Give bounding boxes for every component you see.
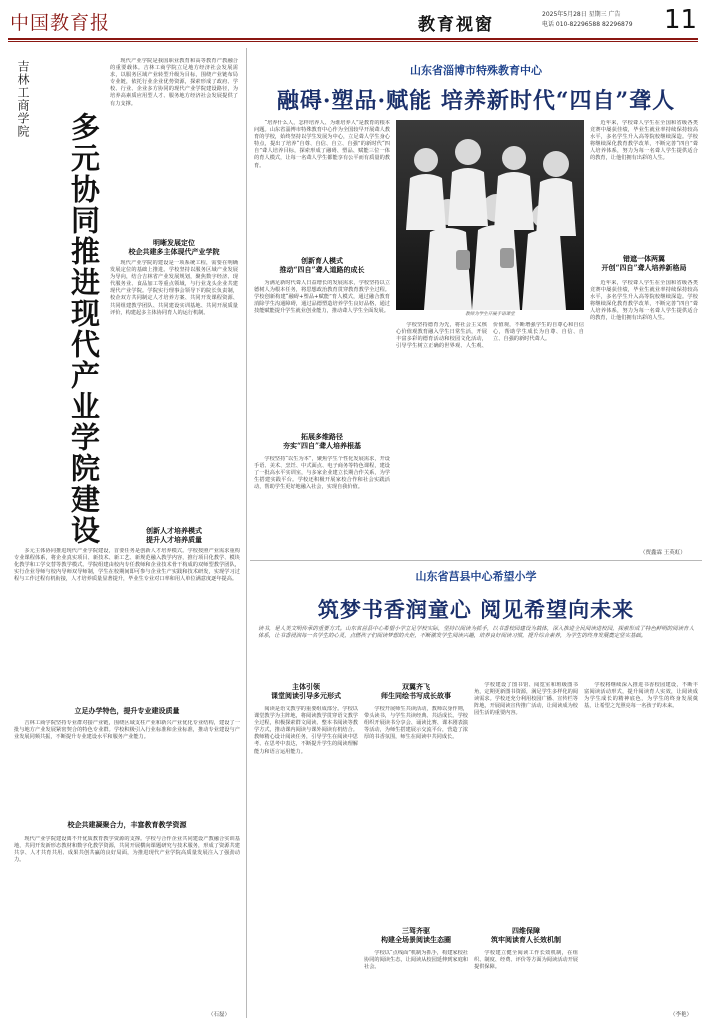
students-photo bbox=[396, 120, 584, 310]
column-divider bbox=[246, 48, 247, 1018]
bottom-col3: 学校建设了图书馆、阅览室和班级图书角，定期更新图书资源，满足学生多样化的阅读需求。学校还充分利用校园广播、宣传栏等阵地，开展阅读宣传推广活动，让阅读成为校园生活的重要内容。 bbox=[474, 682, 578, 717]
left-section-3: 吉林工商学院坚持专业群对接产业链，围绕区域支柱产业和新兴产业优化专业结构，建设了一批与地方产业发展紧密契合的特色专业群。学校积极引入行业标准和企业标准，推动专业建设与产业发展同频共振，不断提升专业建设水平和服务产业能力。 bbox=[14, 720, 240, 741]
section-title: 教育视窗 bbox=[418, 15, 494, 35]
top-col4: 近年来，学校聋人学生在全国和省级各类竞赛中屡获佳绩，毕业生就业率持续保持较高水平，多名学生升入高等院校继续深造。学校将继续深化教育教学改革，不断完善“四自”聋人培养体系，努力为每一名聋人学生提供适合的教育，让他们拥有出彩的人生。 bbox=[590, 120, 698, 162]
top-byline: （贾鑫霖 王英虹） bbox=[640, 550, 686, 556]
left-intro: 现代产业学院是我国职业教育和高等教育产教融合的重要载体。吉林工商学院立足地方经济社会发展需求，以服务区域产业转型升级为目标，围绕产业链布局专业链，依托行业企业优势资源，探索形成了政府、学校、行业、企业多方协同的现代产业学院建设路径，为培养高素质应用型人才、服务地方经济社会发展提供了有力支撑。 bbox=[110, 58, 238, 107]
bottom-col3b: 学校建立健全阅读工作长效机制，在组织、制度、经费、评价等方面为阅读活动开展提供保障。 bbox=[474, 950, 578, 971]
top-col3: 学校坚持德育为先，将社会主义核心价值观教育融入学生日常生活，开展丰富多彩的德育活动和校园文化活动，引导学生树立正确的世界观、人生观、价值观，不断增强学生的自尊心和自信心，帮助学生成长为自尊、自信、自立、自强的新时代聋人。 bbox=[396, 322, 584, 350]
bottom-col2b: 学校以“点线面”机制为抓手，构建家校社协同的阅读生态，让阅读从校园延伸到家庭和社会。 bbox=[364, 950, 468, 971]
left-subhead-1: 明晰发展定位 校企共建多主体现代产业学院 bbox=[128, 238, 220, 256]
top-subhead-1: 创新育人模式 推动“四自”聋人道路的成长 bbox=[279, 256, 365, 274]
bottom-byline: （李艳） bbox=[670, 1012, 693, 1018]
top-col2: 为满足新时代聋人日益增长的发展需求，学校坚持以立德树人为根本任务，将思想政治教育贯穿教育教学全过程。学校创新构建“融碍+塑品+赋能”育人模式，通过融合教育消除学生沟通障碍，通过品德塑造培养学生良好品格，通过技能赋能提升学生就业创业能力，推动聋人学生全面发展。 bbox=[254, 280, 390, 315]
bottom-kicker: 山东省莒县中心希望小学 bbox=[415, 570, 537, 583]
students-photo-graphic bbox=[396, 120, 584, 310]
left-subhead-3: 立足办学特色，提升专业建设质量 bbox=[74, 706, 180, 715]
top-kicker: 山东省淄博市特殊教育中心 bbox=[410, 64, 542, 77]
masthead-rule bbox=[8, 38, 698, 40]
masthead bbox=[0, 0, 707, 40]
page-number: 11 bbox=[664, 5, 698, 35]
newspaper-logo: 中国教育报 bbox=[10, 12, 111, 34]
top-headline: 融碍·塑品·赋能 培养新时代“四自”聋人 bbox=[276, 88, 676, 114]
bottom-col2: 学校开展师生共读活动，教师以身作则，带头读书，与学生共读经典、共话成长。学校组织开展读书分享会、诵读比赛、课本剧表演等活动，为师生搭建展示交流平台，营造了浓厚的书香氛围，师生在阅读中共同成长。 bbox=[364, 706, 468, 741]
bottom-subhead-4: 四维保障 筑牢阅读育人长效机制 bbox=[491, 926, 561, 944]
top-subhead-2: 拓展多维路径 夯实“四自”聋人培养根基 bbox=[282, 432, 362, 450]
left-subhead-4: 校企共建凝聚合力，丰富教育教学资源 bbox=[67, 820, 187, 829]
left-headline: 多元协同推进现代产业学院建设 bbox=[67, 112, 101, 546]
masthead-rule-thin bbox=[8, 41, 698, 42]
bottom-lead: 读书，是人类文明传承的重要方式。山东省莒县中心希望小学立足学校实际，坚持以阅读为抓手，以书香校园建设为载体，深入推进全民阅读进校园，探索形成了特色鲜明的阅读育人体系，让书香浸润每一名学生的心灵，点燃孩子们阅读梦想的火炬，不断激发学生阅读兴趣，培养良好阅读习惯，提升综合素养，为学生的终身发展奠定坚实基础。 bbox=[258, 626, 694, 640]
top-col5: 近年来，学校聋人学生在全国和省级各类竞赛中屡获佳绩，毕业生就业率持续保持较高水平，多名学生升入高等院校继续深造。学校将继续深化教育教学改革，不断完善“四自”聋人培养体系，努力为每一名聋人学生提供适合的教育，让他们拥有出彩的人生。 bbox=[590, 280, 698, 322]
left-subhead-2: 创新人才培养模式 提升人才培养质量 bbox=[146, 526, 202, 544]
bottom-subhead-3: 三驾齐驱 构建全场景阅读生态圈 bbox=[381, 926, 451, 944]
bottom-subhead-1: 主体引领 课堂阅读引导多元形式 bbox=[271, 682, 341, 700]
left-section-4: 现代产业学院建设离不开优质教育教学资源的支撑。学校与合作企业共同建设产教融合实训基地，共同开发新形态教材和数字化教学资源，共同开展横向课题研究与技术服务，形成了资源共建共享、人才共育共用、成果共创共赢的良好局面，为推进现代产业学院高质量发展注入了强劲动力。 bbox=[14, 836, 240, 864]
bottom-col1: 阅读是语文教学的重要组成部分。学校以课堂教学为主阵地，将阅读教学贯穿语文教学全过程，积极探索群文阅读、整本书阅读等教学方式，推动课内阅读与课外阅读有机结合。教师精心设计阅读任务，引导学生在阅读中思考、在思考中表达，不断提升学生的阅读理解能力和语言运用能力。 bbox=[254, 706, 358, 755]
issue-date: 2025年5月28日 星期三 广告 bbox=[542, 11, 621, 18]
article-divider bbox=[250, 560, 702, 561]
bottom-headline: 筑梦书香润童心 阅见希望向未来 bbox=[317, 597, 635, 622]
left-section-2: 多元主体协同推进现代产业学院建设，首要任务是创新人才培养模式。学校按照产业需求重构专业课程体系，将企业真实项目、新技术、新工艺、新规范融入教学内容，推行项目化教学、模块化教学和工学交替等教学模式。学院组建由校内专任教师和企业技术骨干构成的双师型教学团队，实行企业导师与校内导师双导师制，学生在校期间即可参与企业生产实践和技术研发，实现学习过程与工作过程有机衔接，人才培养质量显著提升，毕业生专业对口率和用人单位满意度逐年提高。 bbox=[14, 548, 240, 583]
left-section-1: 现代产业学院的建设是一项系统工程，需要在明确发展定位的基础上推进。学校坚持以服务区域产业发展为导向，结合吉林省产业发展规划，聚焦数字经济、现代服务业、食品加工等重点领域，与行业龙头企业共建现代产业学院。学院实行理事会领导下的院长负责制，校企双方共同制定人才培养方案、共同开发课程资源、共同组建教学团队、共同建设实训基地、共同开展质量评价，构建起多主体协同育人的运行机制。 bbox=[110, 260, 238, 316]
top-subhead-3: 错遮一体两翼 开创“四自”聋人培养新格局 bbox=[601, 254, 687, 272]
photo-caption: 教师为学生开展手语课堂 bbox=[465, 312, 515, 317]
bottom-subhead-2: 双翼齐飞 师生同绘书写成长故事 bbox=[381, 682, 451, 700]
contact-line: 电话 010-82296588 82296879 bbox=[542, 21, 633, 28]
bottom-col4: 学校将继续深入推进书香校园建设，不断丰富阅读活动形式，提升阅读育人实效，让阅读成为学生成长的精神底色，为学生的终身发展奠基，让希望之光照亮每一名孩子的未来。 bbox=[584, 682, 698, 710]
top-col2b: 学校坚持“以生为本”，聚焦学生个性化发展需求，开设手语、美术、烹饪、中式面点、电子商务等特色课程，建设了一批高水平实训室，与多家企业建立长期合作关系，为学生搭建实践平台。学校还积极开展家校合作和社会实践活动，帮助学生更好地融入社会，实现自我价值。 bbox=[254, 456, 390, 491]
left-byline: （石磊） bbox=[208, 1012, 231, 1018]
school-name: 吉林工商学院 bbox=[16, 60, 30, 138]
top-col1: “培养什么人，怎样培养人、为谁培养人”是教育的根本问题。山东省淄博市特殊教育中心作为全国较早开展聋人教育的学校，始终坚持以学生发展为中心，立足聋人学生身心特点，提出了培养“自尊、自信、自立、自强”的新时代“四自”聋人培养目标，探索形成了融碍、塑品、赋能三位一体的育人模式，让每一名聋人学生都能享有公平而有质量的教育。 bbox=[254, 120, 390, 169]
